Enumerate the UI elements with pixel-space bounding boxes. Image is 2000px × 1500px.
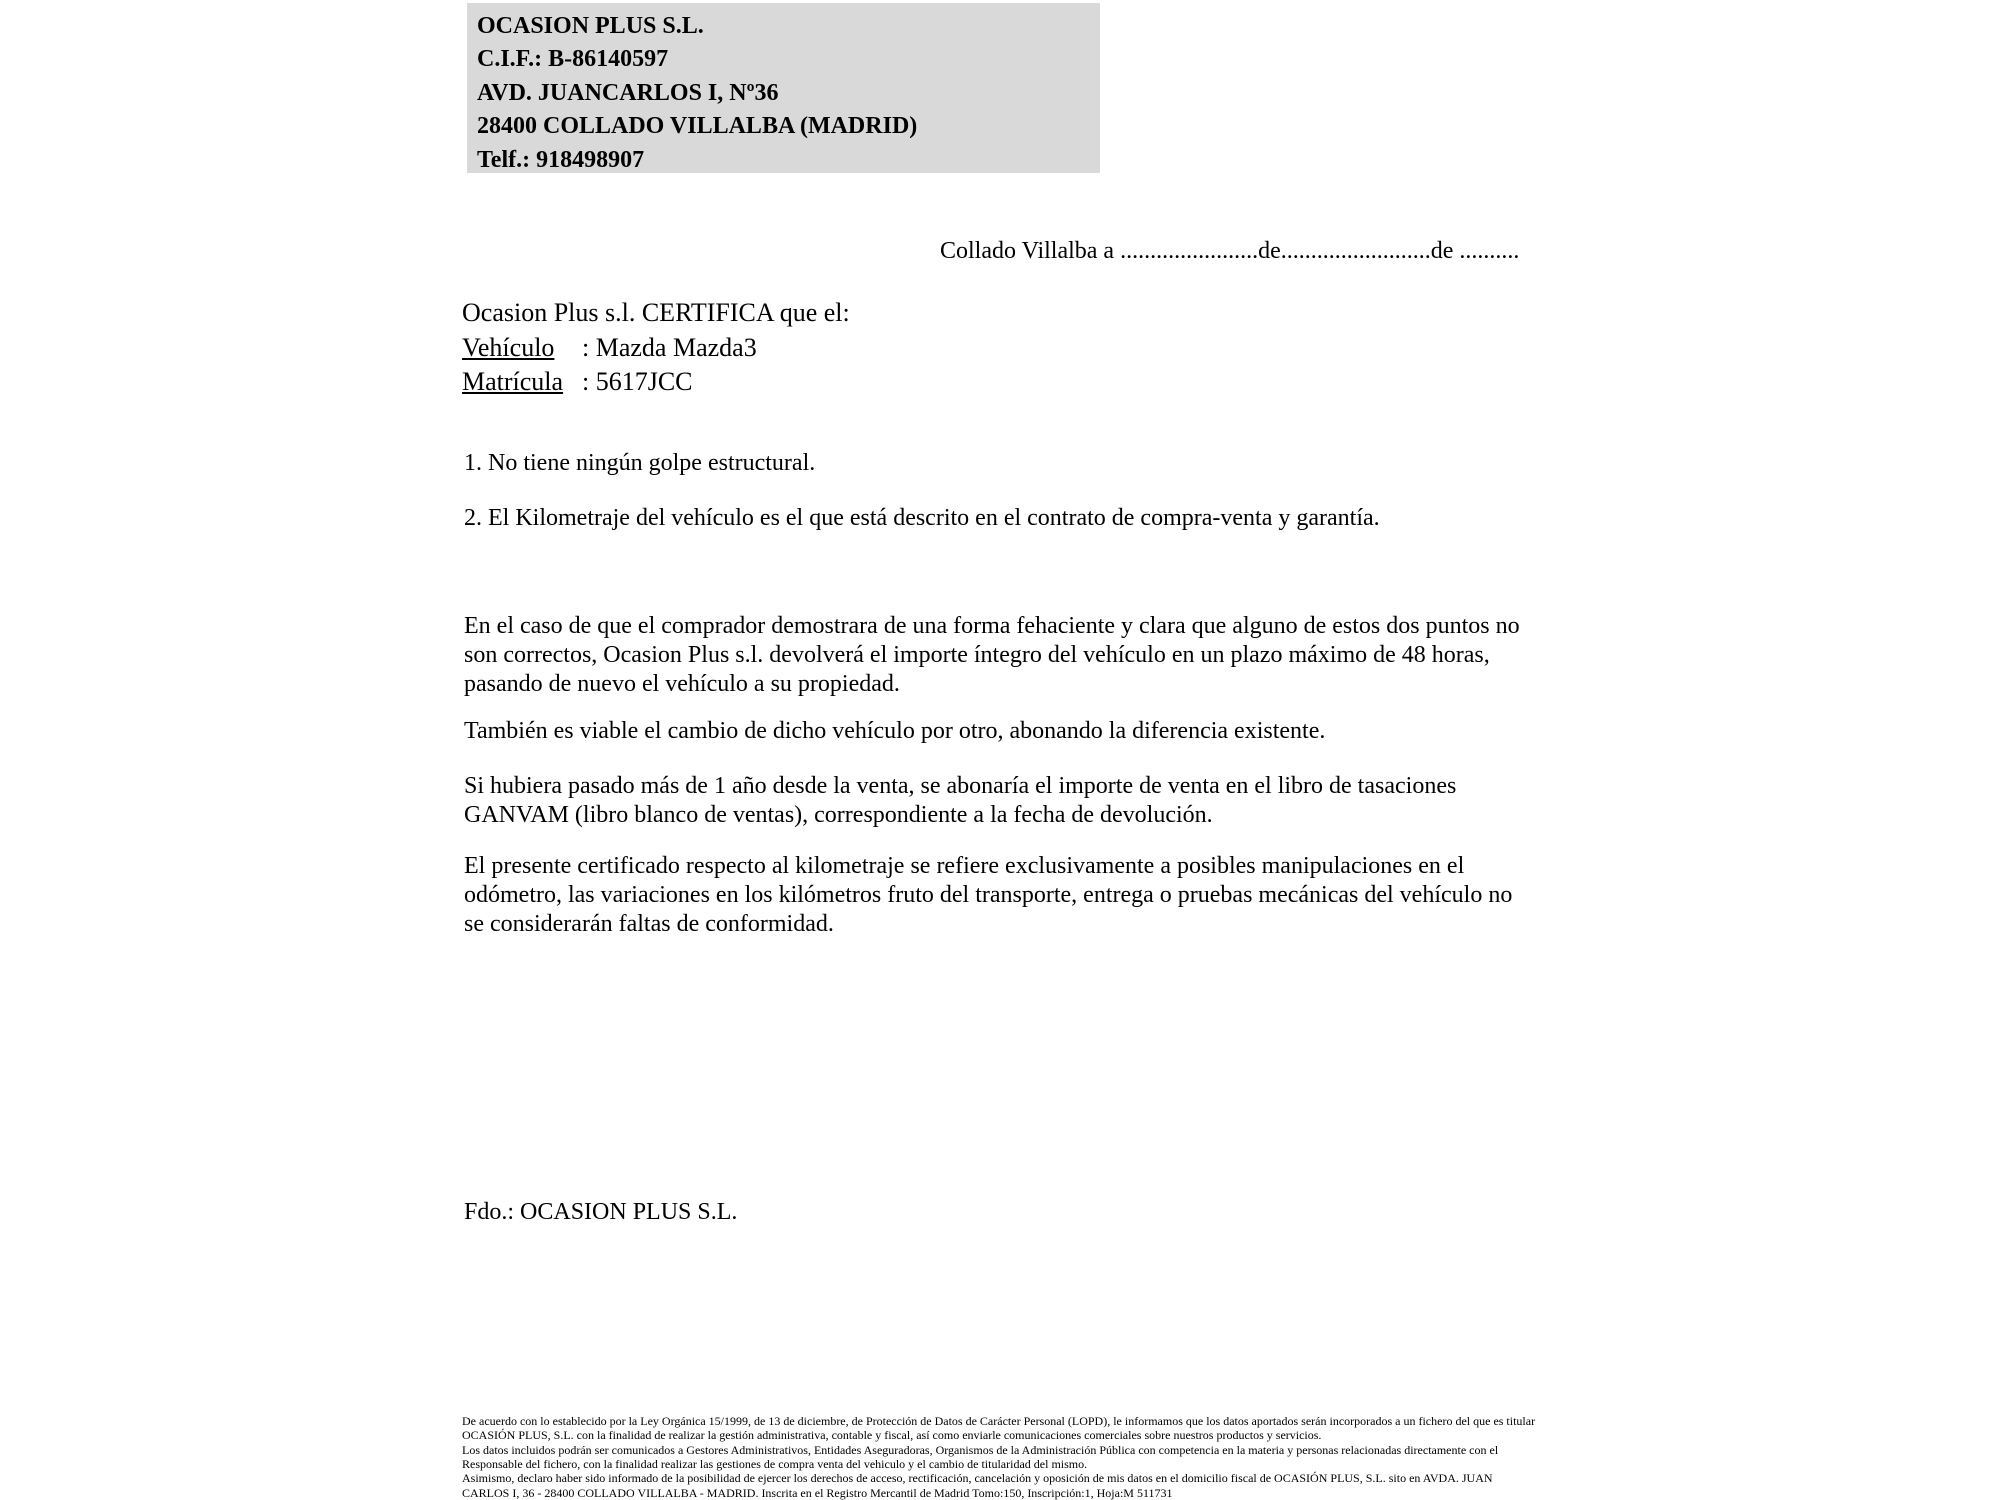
legal-footer-line-1: De acuerdo con lo establecido por la Ley Orgánica 15/1999, de 13 de diciembre, de Protección de Datos de Carácter Personal (LOPD), le informamos que los datos aportados serán incorporados a un fichero del que es titular xyxy=(462,1414,1536,1428)
plate-label-box xyxy=(462,365,582,400)
certification-block xyxy=(462,296,850,400)
paragraph-exchange-line-1: También es viable el cambio de dicho vehículo por otro, abonando la diferencia existente. xyxy=(464,718,1326,744)
paragraph-ganvam xyxy=(464,772,1456,830)
paragraph-exchange xyxy=(464,717,1325,746)
date-place-line: Collado Villalba a .......................de.........................de .......... xyxy=(940,238,1520,264)
company-cif: C.I.F.: B-86140597 xyxy=(477,46,669,73)
paragraph-odometer-line-2: odómetro, las variaciones en los kilómetros fruto del transporte, entrega o pruebas mecánicas del vehículo no xyxy=(464,881,1513,908)
certification-intro: Ocasion Plus s.l. CERTIFICA que el: xyxy=(462,298,850,327)
vehicle-label: Vehículo xyxy=(462,332,555,362)
company-city: 28400 COLLADO VILLALBA (MADRID) xyxy=(477,113,918,140)
paragraph-ganvam-line-2: GANVAM (libro blanco de ventas), correspondiente a la fecha de devolución. xyxy=(464,801,1213,828)
company-header-box xyxy=(467,3,1100,173)
paragraph-odometer xyxy=(464,852,1512,938)
paragraph-odometer-line-1: El presente certificado respecto al kilometraje se refiere exclusivamente a posibles manipulaciones en el xyxy=(464,853,1465,879)
plate-label: Matrícula xyxy=(462,367,564,396)
vehicle-label-box xyxy=(462,331,582,366)
vehicle-value: : Mazda Mazda3 xyxy=(582,332,757,362)
certified-item-1: 1. No tiene ningún golpe estructural. xyxy=(464,450,816,476)
legal-footer-line-4: Responsable del fichero, con la finalidad realizar las gestiones de compra venta del vehiculo y el cambio de titularidad del mismo. xyxy=(462,1457,1088,1472)
paragraph-refund-line-2: son correctos, Ocasion Plus s.l. devolverá el importe íntegro del vehículo en un plazo máximo de 48 horas, xyxy=(464,641,1490,668)
paragraph-refund-line-3: pasando de nuevo el vehículo a su propiedad. xyxy=(464,670,900,697)
signature-line: Fdo.: OCASION PLUS S.L. xyxy=(464,1199,738,1225)
vehicle-field-row xyxy=(462,331,850,366)
plate-field-row xyxy=(462,365,850,400)
certified-item-2: 2. El Kilometraje del vehículo es el que está descrito en el contrato de compra-venta y garantía. xyxy=(464,505,1380,531)
paragraph-ganvam-line-1: Si hubiera pasado más de 1 año desde la venta, se abonaría el importe de venta en el libro de tasaciones xyxy=(464,773,1457,799)
legal-footer-line-5: Asimismo, declaro haber sido informado de la posibilidad de ejercer los derechos de acceso, rectificación, cancelación y oposición de mis datos en el domicilio fiscal de OCASIÓN PLUS, S.L. sito en AVDA. JUAN xyxy=(462,1471,1493,1486)
company-phone: Telf.: 918498907 xyxy=(477,146,645,173)
legal-footer-line-2: OCASIÓN PLUS, S.L. con la finalidad de realizar la gestión administrativa, contable y fiscal, así como enviarle comunicaciones comerciales sobre nuestros productos y servicios. xyxy=(462,1428,1322,1443)
paragraph-refund xyxy=(464,612,1520,698)
legal-footer-line-3: Los datos incluidos podrán ser comunicados a Gestores Administrativos, Entidades Aseguradoras, Organismos de la Administración Pública con competencia en la materia y personas relacionadas directamente con el xyxy=(462,1442,1499,1457)
paragraph-refund-line-1: En el caso de que el comprador demostrara de una forma fehaciente y clara que alguno de estos dos puntos no xyxy=(464,613,1520,639)
paragraph-odometer-line-3: se considerarán faltas de conformidad. xyxy=(464,910,834,937)
company-address: AVD. JUANCARLOS I, Nº36 xyxy=(477,79,779,106)
legal-footer xyxy=(462,1414,1535,1500)
legal-footer-line-6: CARLOS I, 36 - 28400 COLLADO VILLALBA - MADRID. Inscrita en el Registro Mercantil de Madrid Tomo:150, Inscripción:1, Hoja:M 511731 xyxy=(462,1485,1173,1500)
plate-value: : 5617JCC xyxy=(582,367,693,396)
company-name: OCASION PLUS S.L. xyxy=(477,13,704,39)
